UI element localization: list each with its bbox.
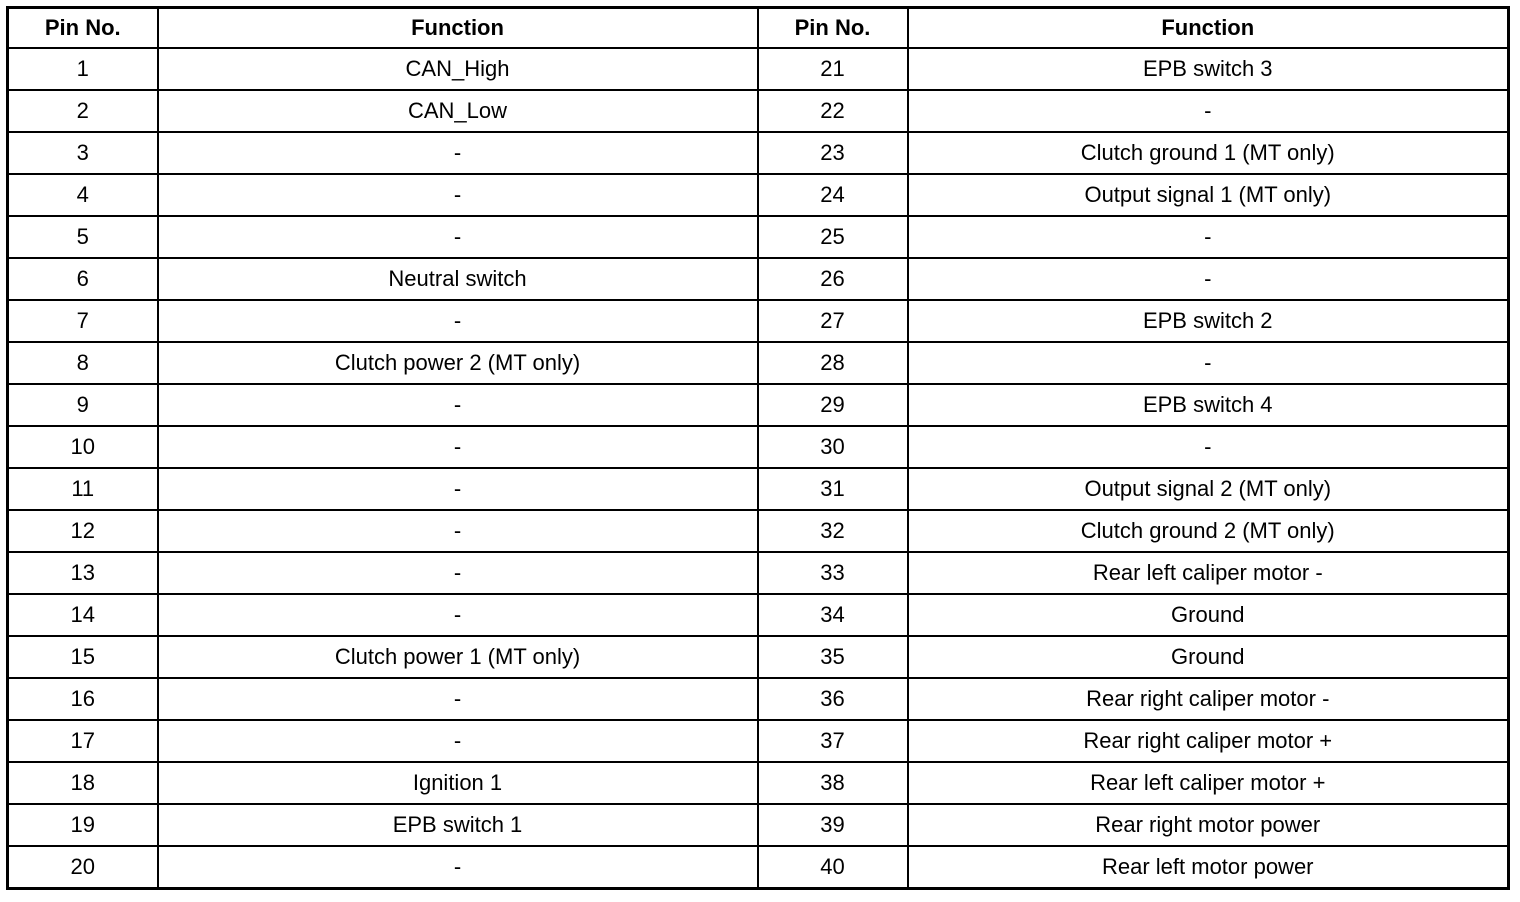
pin-number-cell: 27 (758, 300, 908, 342)
pin-number-cell: 3 (8, 132, 158, 174)
pin-number-cell: 17 (8, 720, 158, 762)
pin-number-cell: 25 (758, 216, 908, 258)
function-cell: Clutch power 1 (MT only) (158, 636, 758, 678)
pin-number-cell: 1 (8, 48, 158, 90)
pin-number-cell: 29 (758, 384, 908, 426)
function-cell: - (908, 90, 1509, 132)
table-row (8, 342, 1509, 384)
function-cell: - (158, 678, 758, 720)
function-cell: - (908, 426, 1509, 468)
function-cell: Ignition 1 (158, 762, 758, 804)
function-cell: Rear left caliper motor + (908, 762, 1509, 804)
table-row (8, 258, 1509, 300)
table-row (8, 216, 1509, 258)
pin-number-cell: 23 (758, 132, 908, 174)
table-row (8, 678, 1509, 720)
function-cell: Rear right caliper motor + (908, 720, 1509, 762)
function-cell: EPB switch 3 (908, 48, 1509, 90)
table-row (8, 846, 1509, 889)
pin-number-cell: 39 (758, 804, 908, 846)
pin-number-cell: 16 (8, 678, 158, 720)
function-cell: - (158, 300, 758, 342)
header-pin-no-left: Pin No. (8, 8, 158, 49)
pin-number-cell: 40 (758, 846, 908, 889)
function-cell: - (158, 426, 758, 468)
header-function-left: Function (158, 8, 758, 49)
pin-number-cell: 18 (8, 762, 158, 804)
pin-number-cell: 20 (8, 846, 158, 889)
pin-number-cell: 22 (758, 90, 908, 132)
header-pin-no-right: Pin No. (758, 8, 908, 49)
pin-number-cell: 36 (758, 678, 908, 720)
pin-number-cell: 9 (8, 384, 158, 426)
function-cell: Output signal 2 (MT only) (908, 468, 1509, 510)
table-row (8, 90, 1509, 132)
function-cell: Rear right motor power (908, 804, 1509, 846)
table-row (8, 720, 1509, 762)
pin-number-cell: 31 (758, 468, 908, 510)
pin-number-cell: 33 (758, 552, 908, 594)
function-cell: Rear left motor power (908, 846, 1509, 889)
table-row (8, 426, 1509, 468)
pin-number-cell: 21 (758, 48, 908, 90)
pin-number-cell: 35 (758, 636, 908, 678)
function-cell: Rear right caliper motor - (908, 678, 1509, 720)
function-cell: - (158, 132, 758, 174)
function-cell: - (158, 174, 758, 216)
function-cell: - (908, 342, 1509, 384)
table-row (8, 384, 1509, 426)
table-body (8, 48, 1509, 889)
table-row (8, 132, 1509, 174)
header-function-right: Function (908, 8, 1509, 49)
function-cell: Clutch power 2 (MT only) (158, 342, 758, 384)
pin-number-cell: 8 (8, 342, 158, 384)
function-cell: - (908, 258, 1509, 300)
pin-function-table (6, 6, 1510, 890)
pin-number-cell: 14 (8, 594, 158, 636)
function-cell: Neutral switch (158, 258, 758, 300)
function-cell: Clutch ground 1 (MT only) (908, 132, 1509, 174)
pin-number-cell: 19 (8, 804, 158, 846)
function-cell: CAN_Low (158, 90, 758, 132)
pin-number-cell: 32 (758, 510, 908, 552)
function-cell: - (158, 846, 758, 889)
pin-number-cell: 11 (8, 468, 158, 510)
pin-number-cell: 2 (8, 90, 158, 132)
function-cell: - (158, 594, 758, 636)
pin-number-cell: 26 (758, 258, 908, 300)
function-cell: Ground (908, 594, 1509, 636)
function-cell: - (158, 216, 758, 258)
function-cell: - (158, 468, 758, 510)
table-row (8, 174, 1509, 216)
pin-number-cell: 4 (8, 174, 158, 216)
pin-number-cell: 12 (8, 510, 158, 552)
pin-number-cell: 6 (8, 258, 158, 300)
table-row (8, 594, 1509, 636)
pin-number-cell: 10 (8, 426, 158, 468)
pin-number-cell: 28 (758, 342, 908, 384)
function-cell: - (158, 720, 758, 762)
function-cell: Output signal 1 (MT only) (908, 174, 1509, 216)
pin-number-cell: 5 (8, 216, 158, 258)
function-cell: - (908, 216, 1509, 258)
table-row (8, 468, 1509, 510)
table-row (8, 636, 1509, 678)
table-row (8, 762, 1509, 804)
function-cell: - (158, 510, 758, 552)
function-cell: CAN_High (158, 48, 758, 90)
function-cell: - (158, 384, 758, 426)
pin-number-cell: 15 (8, 636, 158, 678)
function-cell: EPB switch 2 (908, 300, 1509, 342)
function-cell: EPB switch 1 (158, 804, 758, 846)
pin-number-cell: 37 (758, 720, 908, 762)
pin-number-cell: 7 (8, 300, 158, 342)
table-row (8, 804, 1509, 846)
table-row (8, 510, 1509, 552)
table-header-row (8, 8, 1509, 49)
pin-number-cell: 13 (8, 552, 158, 594)
pin-number-cell: 34 (758, 594, 908, 636)
pin-number-cell: 24 (758, 174, 908, 216)
function-cell: - (158, 552, 758, 594)
pin-number-cell: 38 (758, 762, 908, 804)
pin-number-cell: 30 (758, 426, 908, 468)
table-row (8, 552, 1509, 594)
function-cell: EPB switch 4 (908, 384, 1509, 426)
function-cell: Rear left caliper motor - (908, 552, 1509, 594)
function-cell: Ground (908, 636, 1509, 678)
table-row (8, 48, 1509, 90)
table-row (8, 300, 1509, 342)
function-cell: Clutch ground 2 (MT only) (908, 510, 1509, 552)
